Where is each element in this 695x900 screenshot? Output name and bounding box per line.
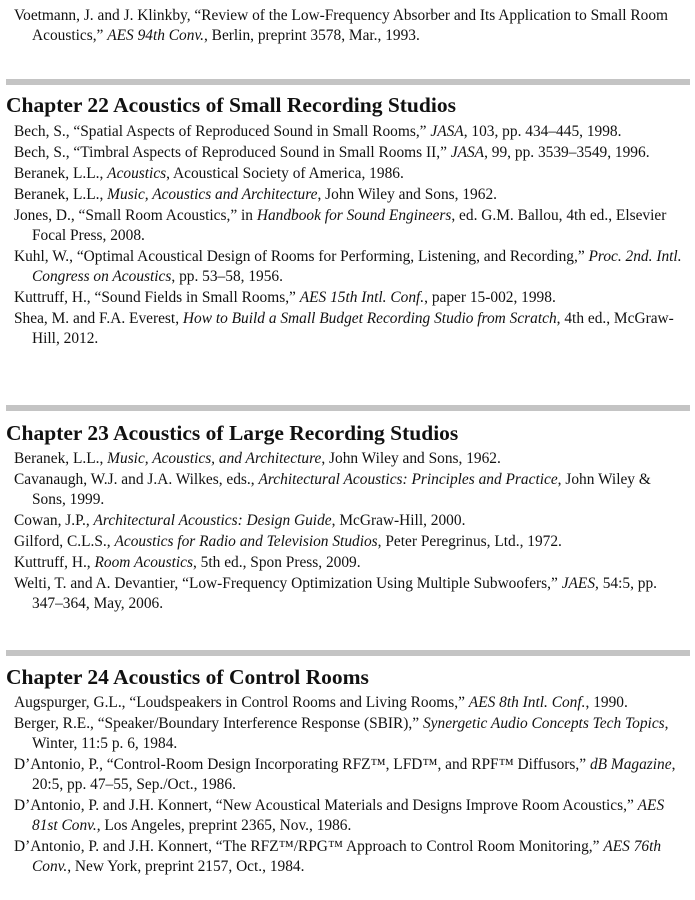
reference-entry [8, 796, 687, 836]
section-divider [6, 79, 690, 85]
ref-text: Gilford, C.L.S., [14, 533, 115, 550]
ref-source: Music, Acoustics, and Architecture [107, 450, 322, 467]
ref-text: Bech, S., “Spatial Aspects of Reproduced Sound in Small Rooms,” [14, 123, 431, 140]
ref-text: Cavanaugh, W.J. and J.A. Wilkes, eds., [14, 471, 259, 488]
ref-details: , Los Angeles, preprint 2365, Nov., 1986. [96, 817, 352, 834]
ref-details: , John Wiley & Sons, 1999. [32, 471, 651, 508]
ref-text: Kuttruff, H., [14, 554, 95, 571]
ref-text: Kuhl, W., “Optimal Acoustical Design of Rooms for Performing, Listening, and Recording,” [14, 248, 589, 265]
ref-details: , pp. 53–58, 1956. [171, 268, 283, 285]
ref-source: AES 76th Conv. [32, 838, 662, 875]
chapter-23-refs [0, 449, 695, 615]
reference-entry [8, 532, 687, 552]
ref-source: Architectural Acoustics: Design Guide [93, 512, 332, 529]
ref-text: Augspurger, G.L., “Loudspeakers in Control Rooms and Living Rooms,” [14, 694, 469, 711]
reference-entry [8, 185, 687, 205]
ref-details: , John Wiley and Sons, 1962. [317, 186, 497, 203]
ref-source: Synergetic Audio Concepts Tech Topics [422, 715, 665, 732]
ref-details: , McGraw-Hill, 2000. [331, 512, 466, 529]
reference-entry [8, 714, 687, 754]
section-divider [6, 650, 690, 656]
ref-details: , 54:5, pp. 347–364, May, 2006. [32, 575, 658, 612]
reference-entry [8, 309, 687, 349]
ref-source: AES 15th Intl. Conf. [299, 289, 425, 306]
ref-text: D’Antonio, P. and J.H. Konnert, “New Acoustical Materials and Designs Improve Room Acoustics,” [14, 797, 638, 814]
ref-source: AES 81st Conv. [32, 797, 665, 834]
chapter-heading: Chapter 23 Acoustics of Large Recording Studios [6, 421, 459, 445]
ref-source: AES 8th Intl. Conf. [468, 694, 586, 711]
ref-details: , 99, pp. 3539–3549, 1996. [484, 144, 650, 161]
reference-entry [8, 553, 687, 573]
reference-entry [8, 511, 687, 531]
ref-text: Beranek, L.L., [14, 165, 108, 182]
ref-text: Welti, T. and A. Devantier, “Low-Frequency Optimization Using Multiple Subwoofers,” [14, 575, 562, 592]
chapter-heading: Chapter 22 Acoustics of Small Recording Studios [6, 93, 456, 117]
ref-details: , paper 15-002, 1998. [424, 289, 556, 306]
ref-text: Voetmann, J. and J. Klinkby, “Review of the Low-Frequency Absorber and Its Application to Small Room Acoustics,” [14, 7, 669, 44]
ref-details: , 5th ed., Spon Press, 2009. [192, 554, 361, 571]
ref-details: , 103, pp. 434–445, 1998. [463, 123, 622, 140]
ref-source: Proc. 2nd. Intl. Congress on Acoustics [32, 248, 682, 285]
ref-source: dB Magazine [589, 756, 672, 773]
ref-details: , 1990. [585, 694, 628, 711]
ref-text: D’Antonio, P. and J.H. Konnert, “The RFZ™/RPG™ Approach to Control Room Monitoring,” [14, 838, 604, 855]
reference-entry [8, 449, 687, 469]
ref-source: Room Acoustics [94, 554, 193, 571]
ref-details: , 20:5, pp. 47–55, Sep./Oct., 1986. [32, 756, 676, 793]
ref-source: AES 94th Conv. [107, 27, 204, 44]
ref-text: Bech, S., “Timbral Aspects of Reproduced Sound in Small Rooms II,” [14, 144, 451, 161]
ref-text: Cowan, J.P., [14, 512, 94, 529]
reference-entry [8, 693, 687, 713]
ref-text: Kuttruff, H., “Sound Fields in Small Rooms,” [14, 289, 300, 306]
ref-source: JAES [561, 575, 596, 592]
reference-entry [8, 247, 687, 287]
ref-source: Handbook for Sound Engineers [256, 207, 452, 224]
reference-entry [8, 143, 687, 163]
ref-details: , Winter, 11:5 p. 6, 1984. [32, 715, 669, 752]
ref-text: Beranek, L.L., [14, 186, 108, 203]
ref-text: D’Antonio, P., “Control-Room Design Incorporating RFZ™, LFD™, and RPF™ Diffusors,” [14, 756, 590, 773]
ref-text: Berger, R.E., “Speaker/Boundary Interference Response (SBIR),” [14, 715, 423, 732]
ref-details: , Peter Peregrinus, Ltd., 1972. [377, 533, 562, 550]
ref-source: JASA [450, 144, 485, 161]
ref-source: Acoustics [107, 165, 167, 182]
reference-entry [8, 574, 687, 614]
reference-entry [8, 164, 687, 184]
reference-entry [8, 470, 687, 510]
reference-entry [8, 837, 687, 877]
ref-details: , Berlin, preprint 3578, Mar., 1993. [203, 27, 420, 44]
reference-entry [8, 206, 687, 246]
ref-source: Acoustics for Radio and Television Studios [114, 533, 378, 550]
chapter-heading: Chapter 24 Acoustics of Control Rooms [6, 665, 369, 689]
ref-details: , ed. G.M. Ballou, 4th ed., Elsevier Focal Press, 2008. [32, 207, 667, 244]
ref-details: , Acoustical Society of America, 1986. [166, 165, 404, 182]
ref-details: , 4th ed., McGraw-Hill, 2012. [32, 310, 674, 347]
intro-section [0, 6, 695, 47]
chapter-22-refs [0, 122, 695, 350]
ref-text: Shea, M. and F.A. Everest, [14, 310, 183, 327]
ref-text: Jones, D., “Small Room Acoustics,” in [14, 207, 257, 224]
reference-entry [8, 122, 687, 142]
ref-source: How to Build a Small Budget Recording Studio from Scratch [182, 310, 557, 327]
reference-entry [8, 288, 687, 308]
reference-entry [8, 755, 687, 795]
chapter-24-refs [0, 693, 695, 878]
ref-text: Beranek, L.L., [14, 450, 108, 467]
ref-source: Architectural Acoustics: Principles and Practice [258, 471, 558, 488]
ref-source: Music, Acoustics and Architecture [107, 186, 318, 203]
section-divider [6, 405, 690, 411]
ref-source: JASA [430, 123, 464, 140]
ref-details: , John Wiley and Sons, 1962. [321, 450, 501, 467]
reference-entry [8, 6, 687, 46]
ref-details: , New York, preprint 2157, Oct., 1984. [67, 858, 305, 875]
